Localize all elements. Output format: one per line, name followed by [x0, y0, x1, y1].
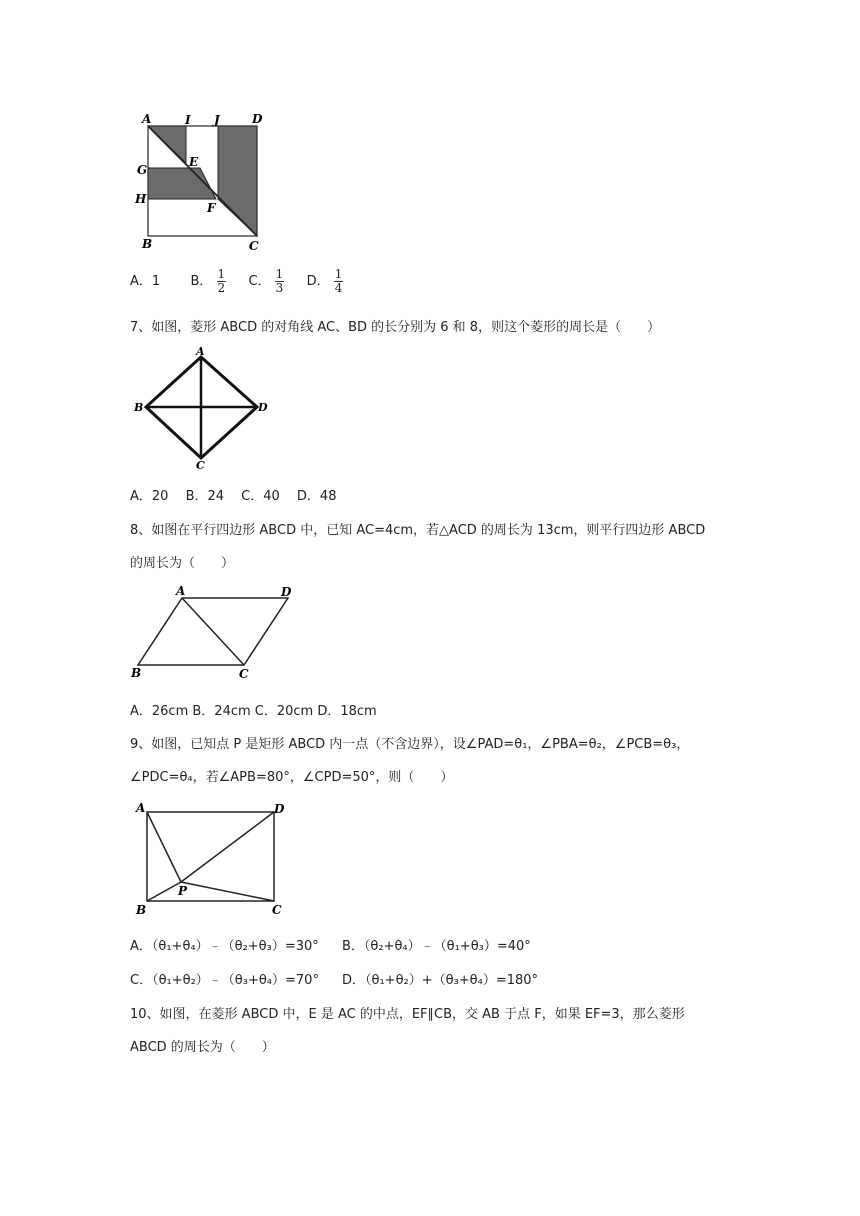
q9-option-b: B．（θ₂+θ₄）﹣（θ₁+θ₃）=40°: [342, 939, 531, 954]
q6-label-A: A: [142, 112, 152, 126]
q6-label-F: F: [207, 201, 216, 215]
q6-option-c-label: C．: [248, 274, 271, 289]
q6-label-C: C: [249, 239, 259, 253]
q7-label-A: A: [196, 345, 205, 358]
q8-question-text-line2: 的周长为（ ）: [130, 556, 235, 571]
q7-options: A．20 B．24 C．40 D．48: [130, 489, 337, 504]
q9-label-P: P: [178, 884, 188, 898]
q9-option-d: D．（θ₁+θ₂）+（θ₃+θ₄）=180°: [342, 973, 539, 988]
q6-label-J: J: [214, 113, 220, 127]
q10-question-text-line1: 10、如图，在菱形 ABCD 中，E 是 AC 的中点，EF∥CB，交 AB 于点 F，如果 EF=3，那么菱形: [130, 1007, 685, 1022]
q7-figure: [130, 345, 280, 470]
q6-option-a: A．1: [130, 274, 161, 289]
q9-label-D: D: [274, 802, 285, 816]
q9-question-text-line1: 9、如图，已知点 P 是矩形 ABCD 内一点（不含边界），设∠PAD=θ₁，∠PBA=θ₂，∠PCB=θ₃，: [130, 737, 690, 752]
q7-label-C: C: [196, 459, 205, 470]
q8-options: A．26cm B．24cm C．20cm D．18cm: [130, 704, 377, 719]
q6-option-c-fraction: $\frac{1}{3}$: [275, 267, 284, 295]
q6-label-D: D: [252, 112, 263, 126]
q9-question-text-line2: ∠PDC=θ₄，若∠APB=80°，∠CPD=50°，则（ ）: [130, 770, 454, 785]
q9-label-C: C: [272, 903, 282, 917]
q6-option-b-fraction: $\frac{1}{2}$: [217, 267, 226, 295]
q6-option-b-label: B．: [190, 274, 213, 289]
q6-label-E: E: [189, 155, 199, 169]
q9-option-a: A．（θ₁+θ₄）﹣（θ₂+θ₃）=30°: [130, 939, 319, 954]
q9-label-A: A: [136, 801, 146, 815]
q6-option-d-fraction: $\frac{1}{4}$: [334, 267, 343, 295]
q9-label-B: B: [136, 903, 147, 917]
q9-option-c: C．（θ₁+θ₂）﹣（θ₃+θ₄）=70°: [130, 973, 319, 988]
q7-question-text: 7、如图，菱形 ABCD 的对角线 AC、BD 的长分别为 6 和 8，则这个菱形的周长是（ ）: [130, 320, 661, 335]
q8-figure: [130, 582, 300, 682]
q6-label-H: H: [135, 192, 147, 206]
q10-question-text-line2: ABCD 的周长为（ ）: [130, 1040, 275, 1055]
q9-figure: [130, 798, 295, 920]
q8-label-D: D: [281, 585, 292, 599]
q8-label-B: B: [131, 666, 142, 680]
q6-label-G: G: [137, 163, 148, 177]
q8-label-C: C: [239, 667, 249, 681]
q6-options: [130, 268, 343, 295]
q8-question-text-line1: 8、如图在平行四边形 ABCD 中，已知 AC=4cm，若△ACD 的周长为 13cm，则平行四边形 ABCD: [130, 523, 706, 538]
q7-label-B: B: [134, 401, 144, 414]
q6-label-I: I: [185, 113, 191, 127]
q7-label-D: D: [258, 401, 268, 414]
q6-option-d-label: D．: [306, 274, 330, 289]
q6-label-B: B: [142, 237, 153, 251]
q6-figure: [130, 108, 280, 258]
q8-label-A: A: [176, 584, 186, 598]
